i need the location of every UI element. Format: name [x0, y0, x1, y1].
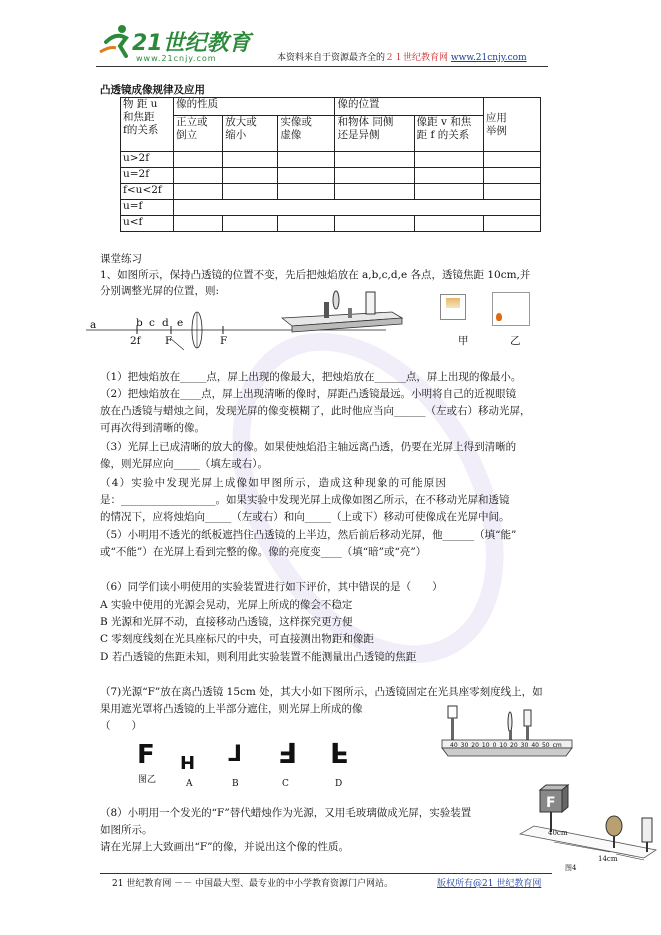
question-line: 放在凸透镜与蜡烛之间，发现光屏的像变模糊了，此时他应当向______（左或右）移动光屏， — [100, 405, 531, 417]
option-d-image: F — [330, 736, 350, 769]
fig-label-c: C — [282, 779, 289, 789]
sub-distance: 像距 v 和焦 距 f 的关系 — [414, 116, 483, 152]
q1-line2: 分别调整光屏的位置，则: — [100, 285, 220, 297]
question-line: （4）实验中发现光屏上成像如甲图所示，造成这种现象的可能原因 — [100, 477, 448, 489]
q7-line2: 果用遮光罩将凸透镜的上半部分遮住，则光屏上所成的像 — [100, 703, 363, 715]
sub-real: 实像或 虚像 — [278, 116, 335, 152]
fig-label-d: D — [335, 779, 343, 789]
q8-line2: 如图所示。 — [100, 824, 153, 836]
q8-line3: 请在光屏上大致画出“F”的像，并说出这个像的性质。 — [100, 841, 350, 853]
label-jia: 甲 — [458, 335, 469, 347]
fig-label-tu-yi: 图乙 — [138, 775, 157, 785]
q6-option-c: C 零刻度线刻在光具座标尺的中央，可直接测出物距和像距 — [100, 633, 374, 645]
optical-bench-illustration — [280, 288, 405, 340]
axis-label-c: c — [149, 317, 155, 329]
sub-upright: 正立或 倒立 — [174, 116, 223, 152]
runner-logo-icon — [96, 22, 136, 62]
q8-apparatus-figure — [518, 780, 658, 872]
tagline-brand: ２１世纪教育网 — [385, 53, 449, 63]
question-line: （1）把烛焰放在_____点，屏上出现的像最大，把烛焰放在______点，屏上出现的像最小。 — [100, 371, 522, 383]
screen-jia — [440, 294, 466, 320]
question-line: 或“不能”）在光屏上看到完整的像。像的亮度变____（填“暗”或“亮”） — [100, 546, 427, 558]
question-line: 可再次得到清晰的像。 — [100, 422, 205, 434]
header-tagline — [277, 51, 527, 65]
sub-side: 和物体 同侧 还是异侧 — [335, 116, 414, 152]
question-line: （5）小明用不透光的纸板遮挡住凸透镜的上半边，然后前后移动光屏，他______（填“能” — [100, 529, 517, 541]
table-row: u<f — [121, 216, 541, 232]
label-yi: 乙 — [510, 335, 521, 347]
question-line: （3）光屏上已成清晰的放大的像。如果使烛焰沿主轴远离凸透，仍要在光屏上得到清晰的 — [100, 441, 517, 453]
footer-left-text: 21 世纪教育网 －－ 中国最大型、最专业的中小学教育资源门户网站。 — [112, 879, 394, 889]
section-title: 凸透镜成像规律及应用 — [100, 84, 205, 96]
table-row: u=f — [121, 200, 541, 216]
q6-option-b: B 光源和光屏不动，直接移动凸透镜，这样探究更方便 — [100, 616, 353, 628]
table-row: f<u<2f — [121, 184, 541, 200]
flame-image-jia — [446, 298, 460, 308]
q7-line3: （ ） — [100, 720, 142, 732]
option-c-image: F — [278, 736, 298, 769]
logo-text: 21世纪教育 — [132, 31, 251, 56]
question-line: 是：__________________。如果实验中发现光屏上成像如图乙所示，在不移动光屏和透镜 — [100, 494, 510, 506]
footer-copyright-link[interactable]: 版权所有@21 世纪教育网 — [437, 879, 542, 889]
question-line: （2）把烛焰放在____点，屏上出现清晰的像时，屏距凸透镜最远。小明将自己的近视眼镜 — [100, 388, 517, 400]
header-image-position: 像的位置 — [335, 98, 483, 116]
axis-label-e: e — [177, 317, 184, 329]
table-row: u=2f — [121, 168, 541, 184]
fig-label-a: A — [186, 779, 193, 789]
header-logo — [96, 22, 261, 66]
q7-optical-bench — [440, 700, 576, 762]
practice-title: 课堂练习 — [100, 253, 142, 265]
question-line: 像，则光屏应向_____（填左或右）。 — [100, 458, 268, 470]
screen-yi — [492, 292, 530, 326]
fig-label-b: B — [232, 779, 239, 789]
header-object-distance: 物 距 u 和焦距 f的关系 — [121, 98, 174, 152]
axis-label-b: b — [136, 317, 143, 329]
header-rule — [96, 66, 548, 67]
imaging-rules-table — [120, 97, 541, 232]
tagline-url[interactable]: www.21cnjy.com — [450, 53, 527, 63]
svg-text:F: F — [546, 795, 556, 811]
q6-option-a: A 实验中使用的光源会晃动，光屏上所成的像会不稳定 — [100, 599, 353, 611]
axis-label-a: a — [90, 319, 97, 331]
option-b-image: L — [228, 742, 243, 767]
axis-label-2f: 2f — [130, 335, 141, 347]
q8-line1: （8）小明用一个发光的“F”替代蜡烛作为光源，又用毛玻璃做成光屏，实验装置 — [100, 807, 472, 819]
tagline-prefix: 本资料来自于资源最齐全的 — [277, 53, 386, 63]
sub-size: 放大或 缩小 — [223, 116, 278, 152]
q6-option-d: D 若凸透镜的焦距未知，则利用此实验装置不能测量出凸透镜的焦距 — [100, 651, 417, 663]
q8-fig-label: 图4 — [565, 864, 577, 872]
ruler-scale: 40 30 20 10 0 10 20 30 40 50 cm — [450, 742, 562, 749]
option-a-image: H — [180, 751, 196, 772]
header-image-nature: 像的性质 — [174, 98, 335, 116]
q1-line1: 1、如图所示，保持凸透镜的位置不变，先后把烛焰放在 a,b,c,d,e 各点，透镜焦距 10cm,并 — [100, 269, 531, 281]
q7-line1: （7)光源“F”放在离凸透镜 15cm 处，其大小如下图所示，凸透镜固定在光具座零刻度线上，如 — [100, 686, 543, 698]
axis-label-F-left: F — [165, 335, 173, 347]
q8-distance-14cm: 14cm — [598, 855, 618, 863]
flame-image-yi — [496, 313, 502, 321]
question-line: 的情况下，应将烛焰向_____（左或右）和向_____（上或下）移动可使像成在光屏中间。 — [100, 511, 510, 523]
axis-label-F-right: F — [220, 335, 228, 347]
axis-label-d: d — [162, 317, 169, 329]
table-row: u>2f — [121, 152, 541, 168]
letter-f-figure: F — [137, 740, 155, 770]
footer-rule — [100, 873, 552, 874]
header-application: 应用 举例 — [483, 98, 540, 152]
q8-distance-40cm: 40cm — [548, 829, 568, 837]
logo-url: www.21cnjy.com — [136, 54, 217, 63]
q6-stem: （6）同学们读小明使用的实验装置进行如下评价，其中错误的是（ ） — [100, 581, 443, 593]
